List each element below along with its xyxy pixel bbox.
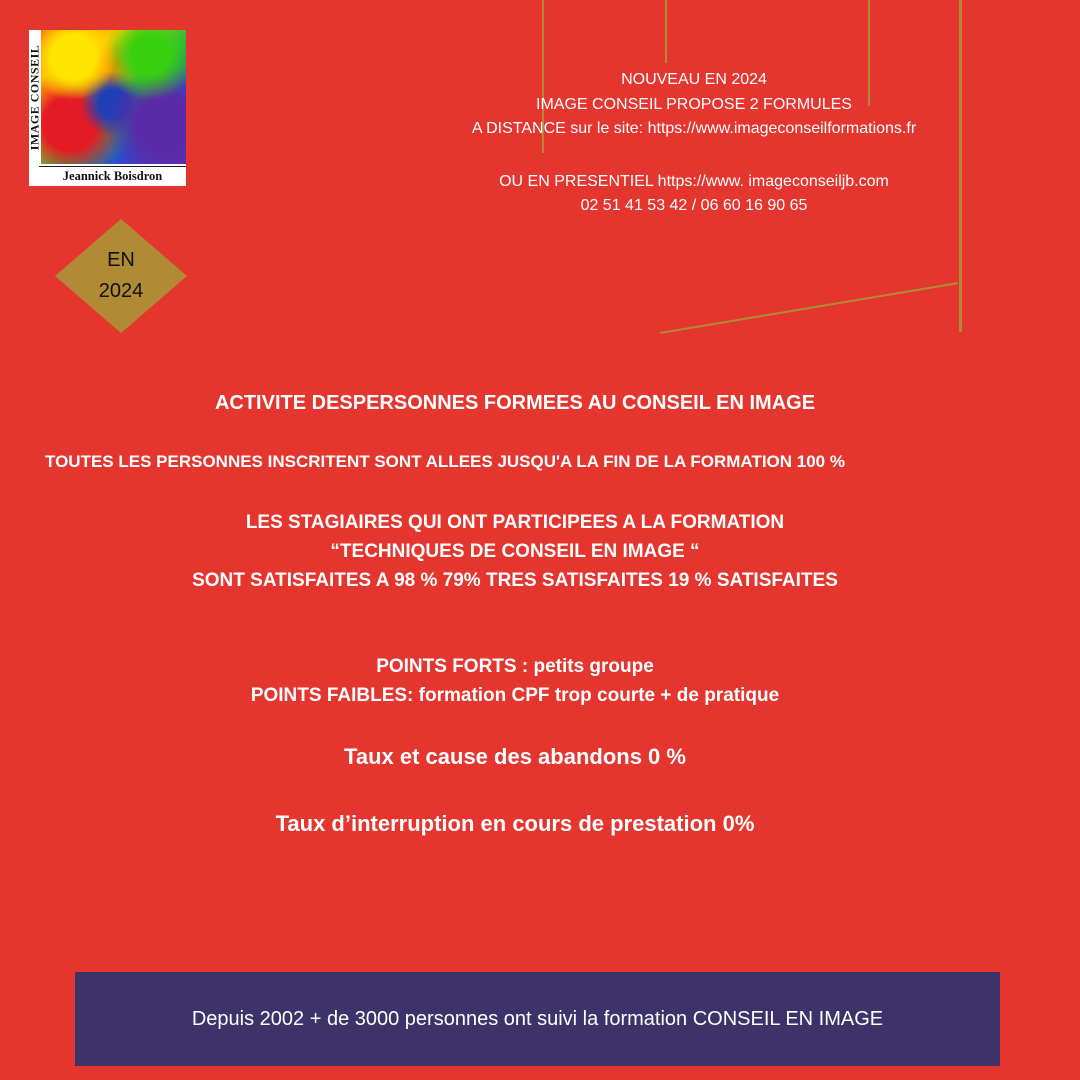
satisfaction-line-1: LES STAGIAIRES QUI ONT PARTICIPEES A LA FORMATION	[245, 512, 785, 533]
badge-line-1: EN	[107, 249, 135, 271]
info-line-phone: 02 51 41 53 42 / 06 60 16 90 65	[580, 197, 808, 214]
interruption-rate: Taux d’interruption en cours de prestation 0%	[275, 811, 755, 836]
weaknesses: POINTS FAIBLES: formation CPF trop courte + de pratique	[250, 685, 780, 706]
satisfaction-line-3: SONT SATISFAITES A 98 % 79% TRES SATISFAITES 19 % SATISFAITES	[192, 570, 838, 591]
logo-brand-name: IMAGE CONSEIL	[27, 44, 42, 150]
contact-info	[420, 68, 968, 219]
gold-line-diagonal	[660, 282, 958, 334]
info-line-presentiel[interactable]: OU EN PRESENTIEL https://www. imageconseiljb.com	[499, 172, 889, 190]
info-line-distance[interactable]: A DISTANCE sur le site: https://www.imageconseilformations.fr	[471, 120, 917, 137]
info-line-formulas: IMAGE CONSEIL PROPOSE 2 FORMULES	[536, 95, 852, 113]
info-line-new: NOUVEAU EN 2024	[621, 71, 767, 88]
completion-stat: TOUTES LES PERSONNES INSCRITENT SONT ALLEES JUSQU'A LA FIN DE LA FORMATION 100 %	[45, 452, 845, 471]
main-heading: ACTIVITE DESPERSONNES FORMEES AU CONSEIL EN IMAGE	[214, 392, 816, 414]
points-block	[0, 652, 1030, 710]
logo-painting	[41, 30, 186, 164]
gold-line-2	[665, 0, 667, 63]
footer-banner	[75, 972, 1000, 1066]
satisfaction-line-2: “TECHNIQUES DE CONSEIL EN IMAGE “	[330, 541, 700, 562]
strengths: POINTS FORTS : petits groupe	[376, 656, 654, 677]
badge-line-2: 2024	[98, 280, 144, 302]
logo-vertical-text	[28, 30, 42, 164]
abandon-rate: Taux et cause des abandons 0 %	[344, 744, 686, 769]
satisfaction-block	[0, 508, 1030, 595]
year-badge	[55, 219, 187, 333]
logo	[29, 30, 186, 186]
logo-signature: Jeannick Boisdron	[39, 166, 186, 185]
footer-text: Depuis 2002 + de 3000 personnes ont suivi la formation CONSEIL EN IMAGE	[191, 1007, 884, 1030]
